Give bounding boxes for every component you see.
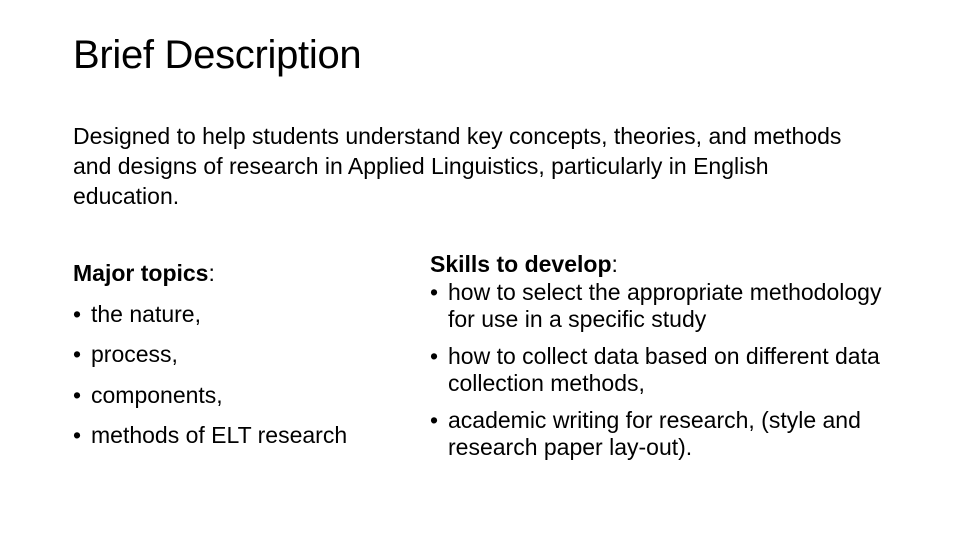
major-topics-heading: [73, 258, 403, 288]
skills-heading-label: Skills to develop: [430, 251, 612, 277]
bullet-icon: •: [73, 422, 82, 448]
skills-heading: [430, 249, 900, 279]
skills-heading-colon: :: [611, 251, 618, 277]
list-item-text: process,: [91, 341, 178, 367]
list-item: [73, 380, 403, 410]
list-item: [430, 279, 900, 333]
bullet-icon: •: [73, 341, 82, 367]
skills-column: [430, 249, 900, 461]
intro-paragraph: Designed to help students understand key concepts, theories, and methods and designs of research in Applied Linguistics, particularly in English education.: [73, 123, 842, 209]
slide-title: Brief Description: [73, 33, 362, 77]
skills-list: [430, 279, 900, 461]
major-topics-heading-colon: :: [208, 260, 215, 286]
list-item: [73, 299, 403, 329]
major-topics-heading-label: Major topics: [73, 260, 209, 286]
list-item-text: methods of ELT research: [91, 422, 348, 448]
major-topics-column: [73, 249, 403, 450]
bullet-icon: •: [73, 300, 82, 327]
list-item: [73, 420, 403, 450]
list-item: [430, 407, 900, 461]
list-item-text: academic writing for research, (style and research paper lay-out).: [448, 407, 861, 460]
list-item: [73, 339, 403, 369]
major-topics-list: [73, 299, 403, 451]
list-item: [430, 343, 900, 397]
list-item-text: components,: [91, 381, 223, 408]
list-item-text: the nature,: [91, 300, 201, 327]
bullet-icon: •: [430, 343, 439, 369]
bullet-icon: •: [73, 381, 82, 408]
bullet-icon: •: [430, 279, 439, 305]
list-item-text: how to collect data based on different data collection methods,: [448, 343, 880, 396]
list-item-text: how to select the appropriate methodology for use in a specific study: [448, 279, 882, 332]
bullet-icon: •: [430, 407, 439, 433]
